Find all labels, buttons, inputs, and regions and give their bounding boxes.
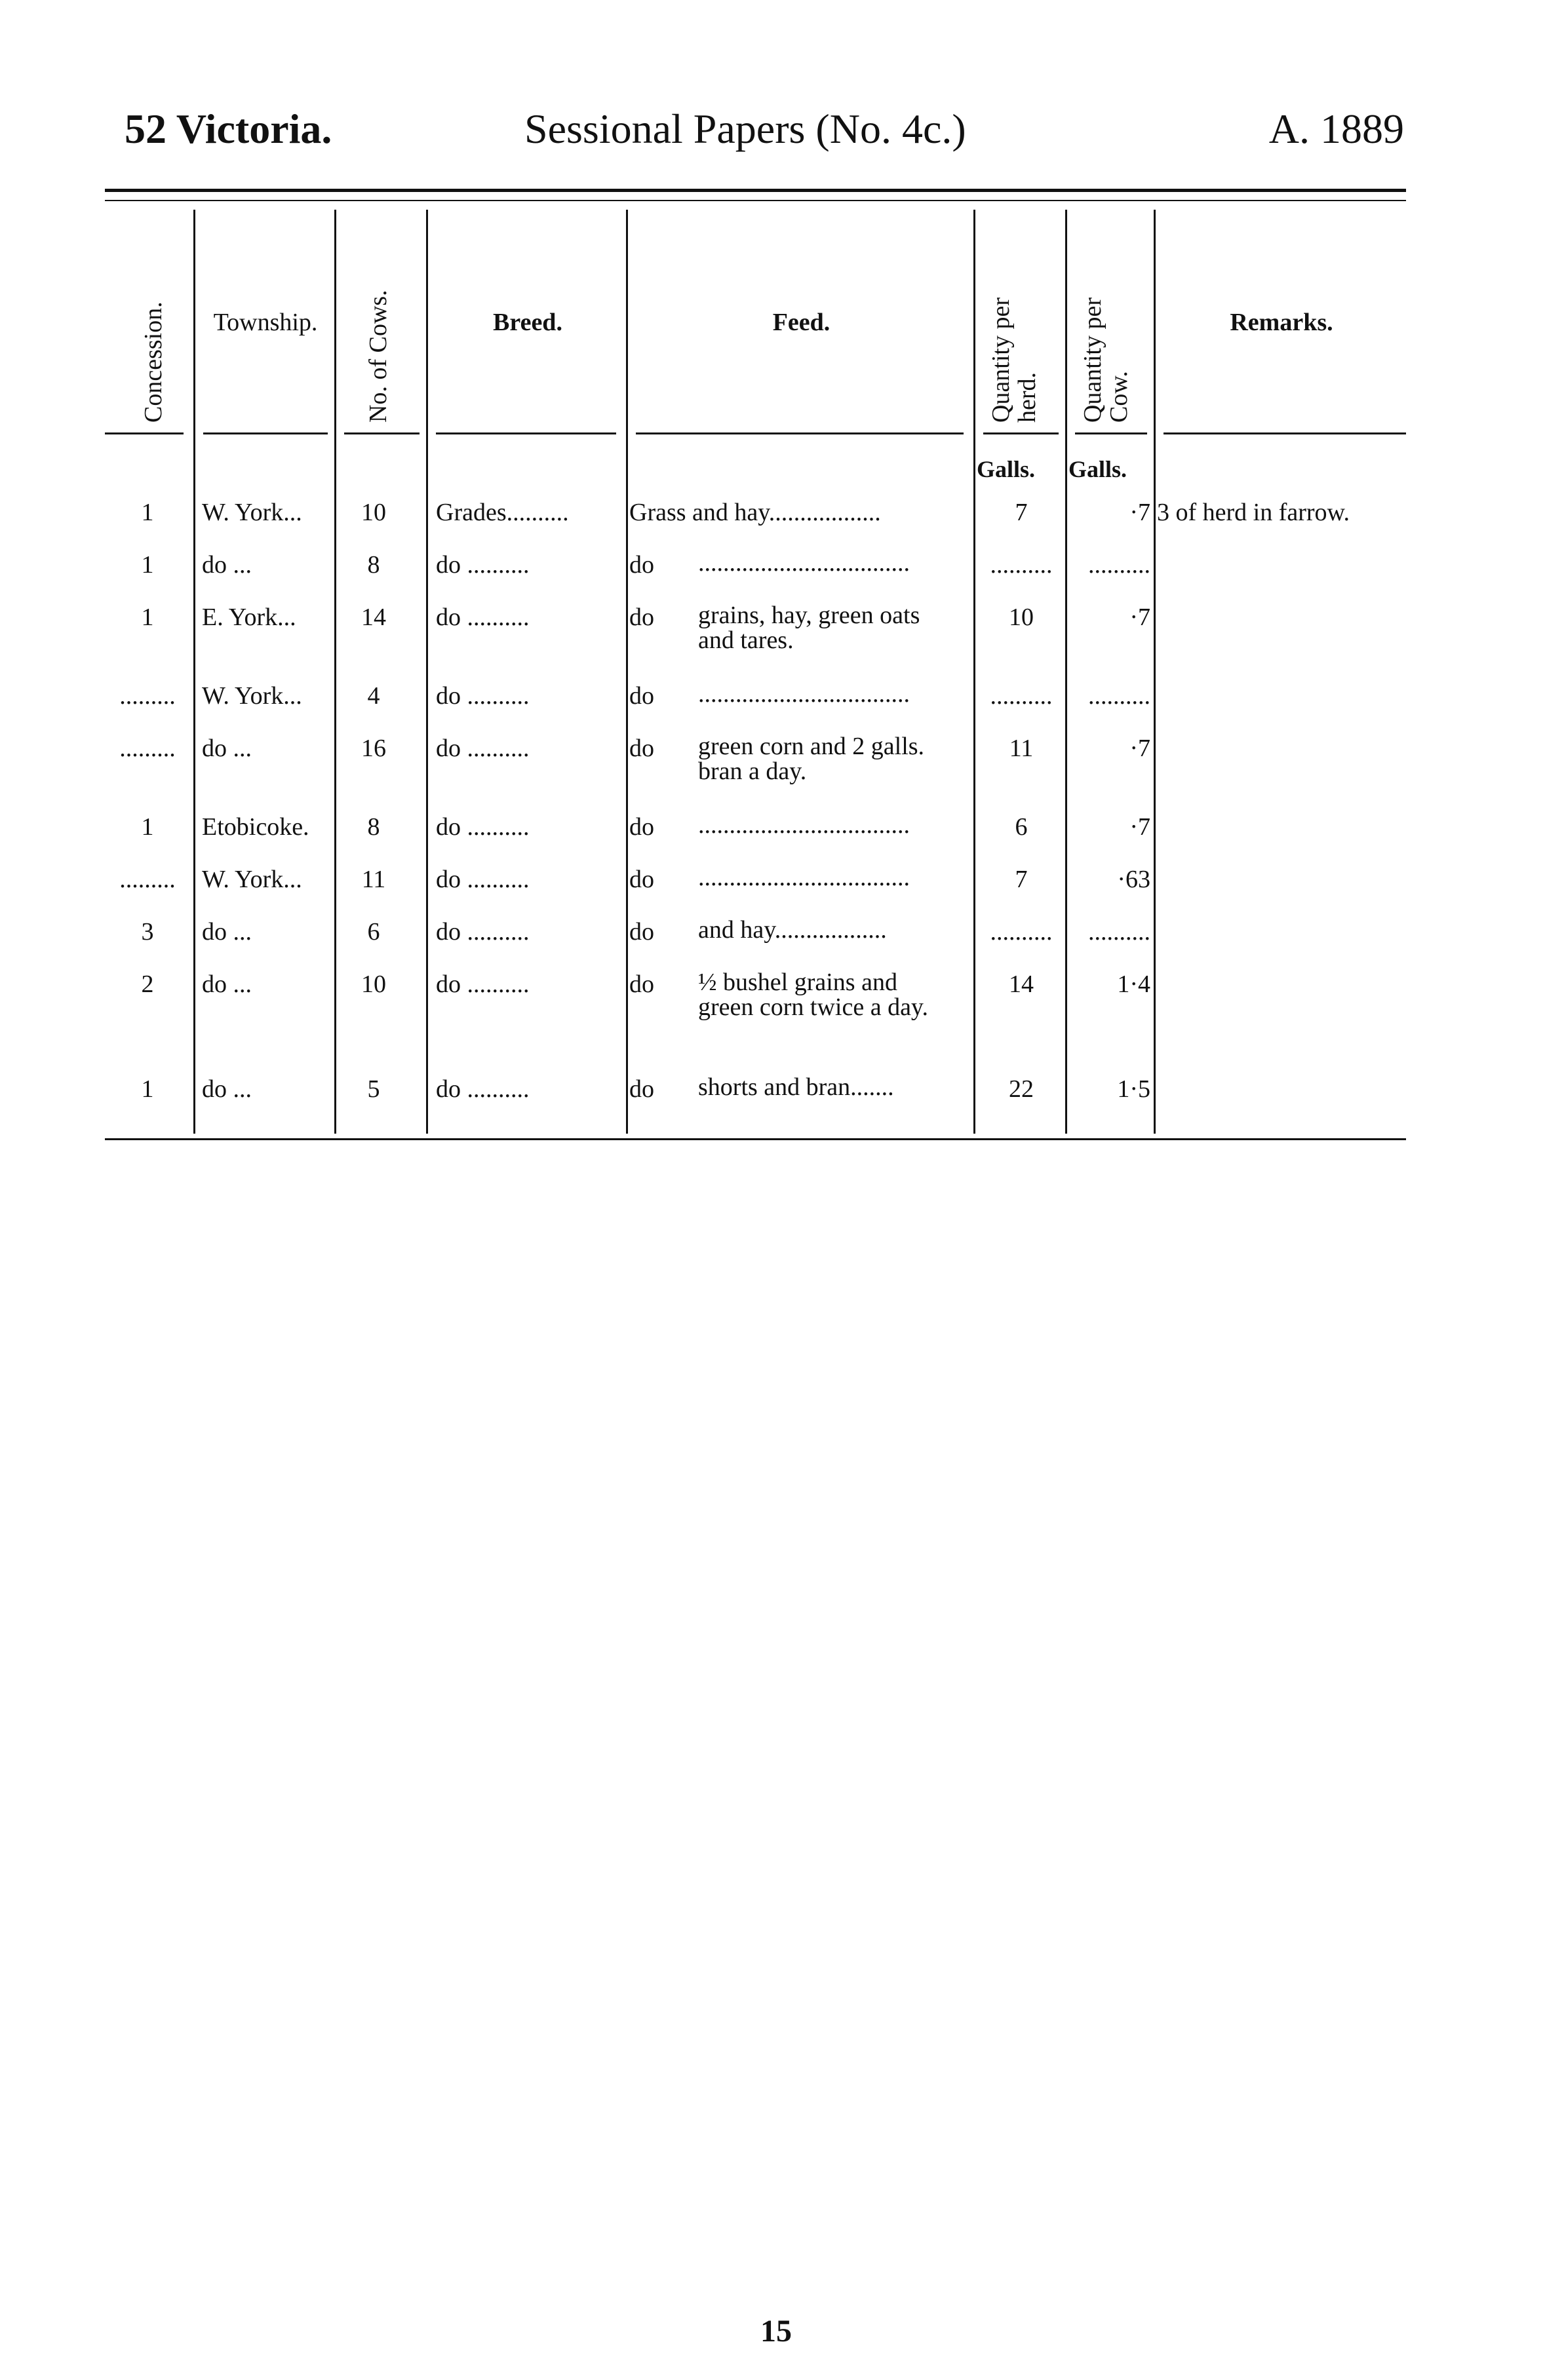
cell-concession: 1 bbox=[141, 1075, 154, 1103]
header-quantity-herd: Quantity per herd. bbox=[987, 297, 1041, 423]
cell-breed: do .......... bbox=[436, 551, 530, 579]
cell-township: do ... bbox=[202, 551, 252, 579]
feed-lead: do bbox=[629, 970, 654, 998]
cell-qty-cow: ·63 bbox=[1117, 866, 1150, 893]
feed-detail: .................................. bbox=[698, 864, 910, 891]
header-underline bbox=[203, 432, 328, 434]
feed-detail: shorts and bran....... bbox=[698, 1073, 894, 1101]
cell-qty-cow: .......... bbox=[1088, 918, 1150, 946]
cell-township: do ... bbox=[202, 1075, 252, 1103]
cell-concession: 2 bbox=[141, 970, 154, 998]
column-divider bbox=[193, 210, 195, 1134]
cell-cows: 6 bbox=[367, 918, 380, 946]
cell-cows: 10 bbox=[361, 499, 386, 526]
cell-cows: 10 bbox=[361, 970, 386, 998]
cell-qty-cow: ·7 bbox=[1129, 499, 1150, 526]
bottom-rule bbox=[105, 1138, 1406, 1140]
feed-detail: grains, hay, green oats and tares. bbox=[698, 602, 920, 654]
unit-qty-herd: Galls. bbox=[977, 456, 1036, 482]
cell-breed: do .......... bbox=[436, 604, 530, 631]
header-feed: Feed. bbox=[772, 309, 831, 336]
feed-detail: ½ bushel grains and green corn twice a day. bbox=[698, 969, 928, 1021]
cell-breed: do .......... bbox=[436, 866, 530, 893]
feed-detail: green corn and 2 galls. bran a day. bbox=[698, 733, 925, 785]
cell-qty-cow: ·7 bbox=[1129, 604, 1150, 631]
feed-detail: .................................. bbox=[698, 680, 910, 708]
cell-concession: 1 bbox=[141, 551, 154, 579]
cell-township: W. York... bbox=[202, 682, 302, 710]
cell-cows: 5 bbox=[367, 1075, 380, 1103]
feed-detail: .................................. bbox=[698, 549, 910, 577]
header-breed: Breed. bbox=[493, 309, 562, 336]
feed-lead: do bbox=[629, 918, 654, 946]
cell-qty-herd: .......... bbox=[990, 551, 1053, 579]
header-cows: No. of Cows. bbox=[364, 290, 392, 423]
running-head bbox=[0, 105, 1545, 164]
cell-township: E. York... bbox=[202, 604, 296, 631]
feed-lead: do bbox=[629, 866, 654, 893]
cell-breed: do .......... bbox=[436, 813, 530, 841]
feed-lead: do bbox=[629, 1075, 654, 1103]
cell-qty-cow: ·7 bbox=[1129, 735, 1150, 762]
cell-qty-herd: 14 bbox=[1009, 970, 1034, 998]
cell-concession: ......... bbox=[119, 682, 176, 710]
header-underline bbox=[983, 432, 1059, 434]
feed-lead: do bbox=[629, 813, 654, 841]
cell-remarks: 3 of herd in farrow. bbox=[1157, 499, 1350, 526]
cell-qty-herd: .......... bbox=[990, 682, 1053, 710]
cell-breed: do .......... bbox=[436, 918, 530, 946]
header-underline bbox=[344, 432, 420, 434]
cows-feed-table bbox=[105, 210, 1406, 1134]
cell-qty-herd: 6 bbox=[1015, 813, 1028, 841]
cell-township: do ... bbox=[202, 735, 252, 762]
cell-qty-herd: 7 bbox=[1015, 866, 1028, 893]
feed-lead: do bbox=[629, 735, 654, 762]
top-rule-thin bbox=[105, 200, 1406, 201]
cell-breed: do .......... bbox=[436, 1075, 530, 1103]
cell-breed: do .......... bbox=[436, 682, 530, 710]
header-session: 52 Victoria. bbox=[125, 106, 332, 152]
cell-township: do ... bbox=[202, 970, 252, 998]
cell-qty-herd: 22 bbox=[1009, 1075, 1034, 1103]
cell-cows: 8 bbox=[367, 813, 380, 841]
header-quantity-cow: Quantity per Cow. bbox=[1079, 297, 1133, 423]
header-township: Township. bbox=[213, 309, 318, 336]
column-divider bbox=[1154, 210, 1156, 1134]
header-title: Sessional Papers (No. 4c.) bbox=[524, 106, 966, 152]
header-underline bbox=[105, 432, 184, 434]
cell-qty-herd: 7 bbox=[1015, 499, 1028, 526]
cell-cows: 11 bbox=[361, 866, 386, 893]
feed-detail: and hay.................. bbox=[698, 916, 887, 944]
header-underline bbox=[636, 432, 964, 434]
cell-cows: 8 bbox=[367, 551, 380, 579]
header-underline bbox=[436, 432, 616, 434]
feed-detail: .................................. bbox=[698, 811, 910, 839]
cell-township: W. York... bbox=[202, 499, 302, 526]
header-remarks: Remarks. bbox=[1230, 309, 1333, 336]
feed-lead: do bbox=[629, 604, 654, 631]
cell-breed: Grades.......... bbox=[436, 499, 569, 526]
feed-lead: do bbox=[629, 551, 654, 579]
cell-concession: ......... bbox=[119, 866, 176, 893]
cell-cows: 16 bbox=[361, 735, 386, 762]
header-year: A. 1889 bbox=[1268, 106, 1404, 152]
cell-qty-cow: 1·4 bbox=[1117, 970, 1150, 998]
feed-lead: Grass and hay.................. bbox=[629, 499, 881, 526]
cell-cows: 14 bbox=[361, 604, 386, 631]
cell-concession: ......... bbox=[119, 735, 176, 762]
cell-township: do ... bbox=[202, 918, 252, 946]
cell-concession: 3 bbox=[141, 918, 154, 946]
cell-qty-cow: .......... bbox=[1088, 682, 1150, 710]
cell-qty-cow: 1·5 bbox=[1117, 1075, 1150, 1103]
header-underline bbox=[1075, 432, 1147, 434]
top-rule-thick bbox=[105, 189, 1406, 192]
cell-breed: do .......... bbox=[436, 970, 530, 998]
cell-concession: 1 bbox=[141, 499, 154, 526]
cell-breed: do .......... bbox=[436, 735, 530, 762]
cell-qty-cow: ·7 bbox=[1129, 813, 1150, 841]
cell-township: Etobicoke. bbox=[202, 813, 309, 841]
cell-concession: 1 bbox=[141, 604, 154, 631]
unit-qty-cow: Galls. bbox=[1068, 456, 1127, 482]
feed-lead: do bbox=[629, 682, 654, 710]
cell-qty-herd: 11 bbox=[1009, 735, 1034, 762]
header-concession: Concession. bbox=[140, 301, 167, 423]
cell-qty-cow: .......... bbox=[1088, 551, 1150, 579]
cell-qty-herd: .......... bbox=[990, 918, 1053, 946]
page-number: 15 bbox=[760, 2314, 792, 2349]
cell-qty-herd: 10 bbox=[1009, 604, 1034, 631]
cell-cows: 4 bbox=[367, 682, 380, 710]
header-underline bbox=[1164, 432, 1406, 434]
cell-township: W. York... bbox=[202, 866, 302, 893]
cell-concession: 1 bbox=[141, 813, 154, 841]
